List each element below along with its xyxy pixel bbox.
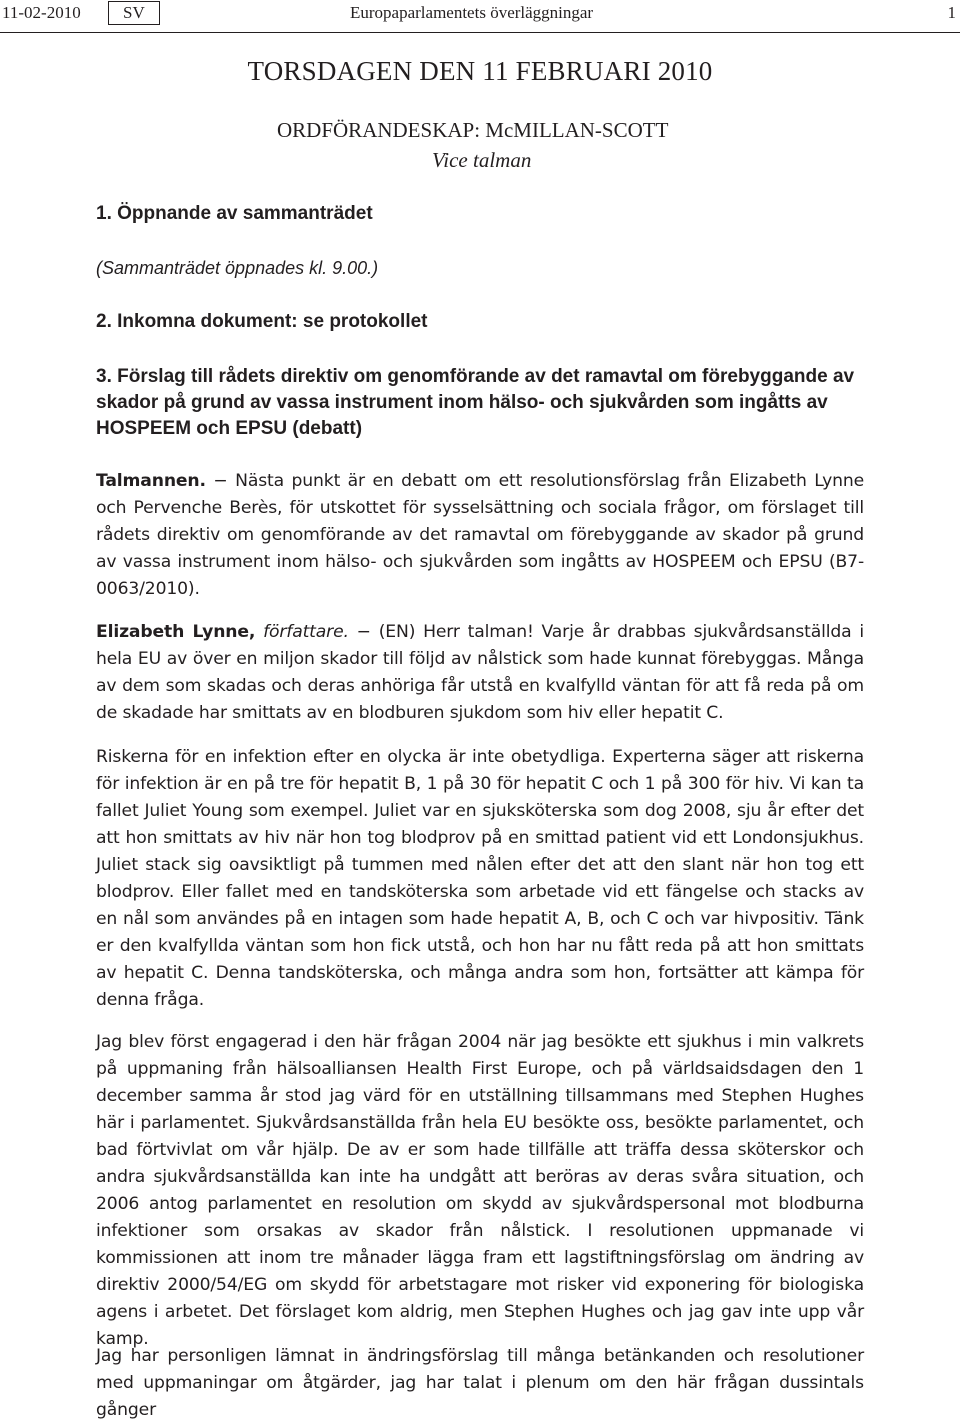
language-marker: − (EN) [348,622,416,642]
header-divider [0,32,960,33]
paragraph-risks: Riskerna för en infektion efter en olycka är inte obetydliga. Experterna säger att riskerna för infektion är en på tre för hepatit B, 1 på 30 för hepatit C och 1 på 300 för hiv. Vi kan ta fallet Juliet Young som exempel. Juliet var en sjuksköterska som dog 2008, sju år efter det att hon smittats av hiv när hon tog blodprov på en smittad patient vid ett Londonsjukhus. Juliet stack sig oavsiktligt på tummen med nålen efter det att den slant när hon tog ett blodprov. Eller fallet med en tandsköterska som arbetade vid ett fängelse och stacks av en nål som användes på en intagen som hade hepatit A, B, och C och var hivpositiv. Tänk er den kvalfyllda väntan som hon fick utstå, och hon har nu fått reda på att hon smittats av hepatit C. Denna tandsköterska, och många andra som hon, fortsätter att kämpa för denna fråga. [96,747,864,1010]
agenda-item-3: 3. Förslag till rådets direktiv om genomförande av det ramavtal om förebyggande av skador på grund av vassa instrument inom hälso- och sjukvården som ingåtts av HOSPEEM och EPSU (debatt) [96,366,855,439]
paragraph-engagement: Jag blev först engagerad i den här frågan 2004 när jag besökte ett sjukhus i min valkrets på uppmaning från hälsoalliansen Health First Europe, och på världsaidsdagen den 1 december samma år stod jag värd för en utställning tillsammans med Stephen Hughes här i parlamentet. Sjukvårdsanställda från hela EU besökte oss, besökte parlamentet, och bad förtvivlat om vår hjälp. De av er som hade tillfälle att träffa dessa sköterskor och andra sjukvårdsanställda kan inte ha undgått att beröras av deras svåra situation, och 2006 antog parlamentet en resolution om skydd av sjukvårdspersonal mot blodburna infektioner som orsakas av skador från nålstick. I resolutionen uppmanade vi kommissionen att inom tre månader lägga fram ett lagstiftningsförslag om ändring av direktiv 2000/54/EG om skydd för arbetstagare mot risker vid exponering för biologiska agens i arbetet. Det förslaget kom aldrig, men Stephen Hughes och jag gav inte upp vår kamp. [96,1032,864,1349]
page-header [0,0,960,30]
page-number: 1 [947,3,956,22]
speaker-role: författare. [255,622,349,642]
header-date: 11-02-2010 [2,3,81,22]
agenda-item-2: 2. Inkomna dokument: se protokollet [96,311,428,332]
vice-president-label: Vice talman [432,148,532,172]
speaker-name: Talmannen. [96,471,206,491]
presidency-heading: ORDFÖRANDESKAP: McMILLAN-SCOTT [277,118,669,142]
paragraph-lynne-intro [96,619,864,727]
agenda-item-1: 1. Öppnande av sammanträdet [96,203,373,224]
language-badge: SV [108,1,160,25]
header-title: Europaparlamentets överläggningar [350,3,594,22]
speaker-name: Elizabeth Lynne, [96,622,256,642]
session-opened-note: (Sammanträdet öppnades kl. 9.00.) [96,258,379,278]
paragraph-text: − Nästa punkt är en debatt om ett resolutionsförslag från Elizabeth Lynne och Pervenche Berès, för utskottet för sysselsättning och sociala frågor, om förslaget till rådets direktiv om genomförande av det ramavtal om förebyggande av skador på grund av vassa instrument inom hälso- och sjukvården som ingåtts av HOSPEEM och EPSU (B7-0063/2010). [96,471,864,599]
day-title: TORSDAGEN DEN 11 FEBRUARI 2010 [247,56,713,86]
paragraph-amendments: Jag har personligen lämnat in ändringsförslag till många betänkanden och resolutioner med uppmaningar om åtgärder, jag har talat i plenum om den här frågan dussintals gånger [96,1346,864,1420]
paragraph-text: Herr talman! Varje år drabbas sjukvårdsanställda i hela EU av över en miljon skador till följd av nålstick som hade kunnat förebyggas. Många av dem som skadas och deras anhöriga får utstå en kvalfylld väntan för att få reda på om de skadade har smittats av en blodburen sjukdom som hiv eller hepatit C. [96,622,864,723]
paragraph-president [96,468,864,603]
